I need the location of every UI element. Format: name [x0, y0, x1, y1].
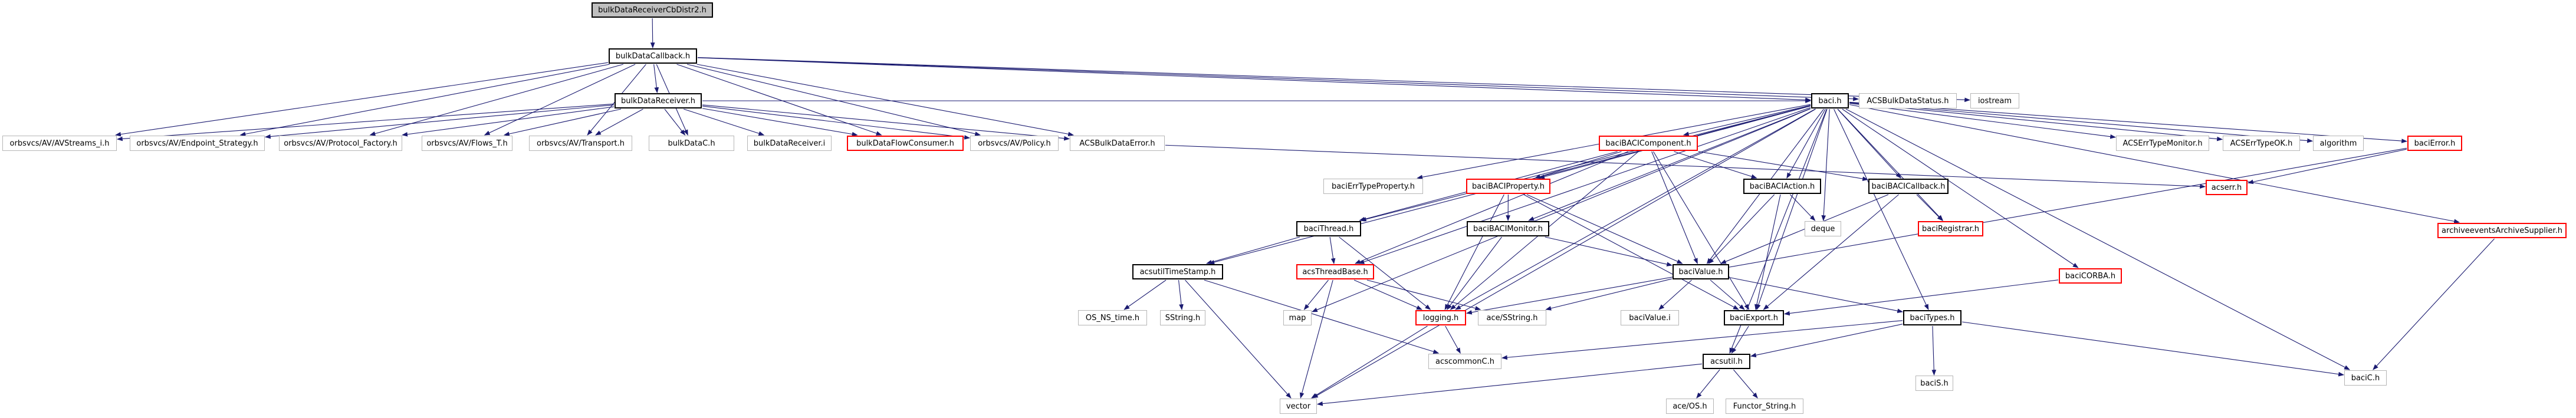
node-receiveri: bulkDataReceiver.i	[747, 136, 832, 151]
node-algorithm: algorithm	[2313, 136, 2364, 151]
node-receiver[interactable]: bulkDataReceiver.h	[615, 93, 702, 108]
edge-timestamp-to-acscommonc	[1204, 280, 1438, 353]
edge-callback-to-flows	[485, 64, 635, 135]
edge-receiver-to-flows	[504, 109, 621, 135]
edge-bacicomponent-to-baciexport	[1653, 152, 1749, 310]
edge-bacithread-to-threadbase	[1330, 237, 1334, 264]
edge-receiver-to-protocol	[402, 107, 614, 135]
edge-baci-to-bacithread	[1361, 106, 1811, 220]
edge-receiver-to-endpoint	[265, 105, 614, 137]
edge-bacitypes-to-bacis	[1933, 326, 1934, 375]
node-threadbase[interactable]: acsThreadBase.h	[1296, 264, 1374, 279]
edge-bacicomponent-to-baciaction	[1674, 152, 1757, 178]
node-baciproperty[interactable]: baciBACIProperty.h	[1466, 179, 1550, 194]
edge-callback-to-status	[698, 58, 1858, 99]
edge-baci-to-bacimonitor	[1529, 108, 1811, 220]
edge-baci-to-baciaction	[1787, 109, 1825, 178]
edge-baci-to-bacicallback	[1838, 109, 1901, 178]
node-osnstime: OS_NS_time.h	[1078, 310, 1147, 325]
node-vector: vector	[1280, 399, 1317, 414]
edge-receiver-to-bderror	[702, 105, 1069, 139]
edge-timestamp-to-sstring	[1179, 280, 1182, 310]
edge-timestamp-to-vector	[1185, 280, 1291, 398]
edge-baci-to-registrar	[1838, 109, 1943, 220]
node-bacithread[interactable]: baciThread.h	[1296, 221, 1361, 236]
node-acscommonc: acscommonC.h	[1428, 354, 1501, 369]
node-deque: deque	[1805, 221, 1841, 236]
node-errtypemonitor: ACSErrTypeMonitor.h	[2116, 136, 2209, 151]
edge-bacithread-to-timestamp	[1207, 237, 1300, 264]
edge-baci-to-deque	[1823, 109, 1829, 220]
node-logging[interactable]: logging.h	[1415, 310, 1466, 325]
node-iostream: iostream	[1970, 93, 2019, 108]
node-map: map	[1283, 310, 1312, 325]
node-transport: orbsvcs/AV/Transport.h	[529, 136, 632, 151]
node-bacivalue[interactable]: baciValue.h	[1673, 264, 1729, 279]
edge-baci-to-archive	[1849, 104, 2459, 222]
node-bacimonitor[interactable]: baciBACIMonitor.h	[1467, 221, 1549, 236]
edge-callback-to-avstreams	[116, 62, 608, 135]
edge-bacierror-to-acserr	[2248, 149, 2407, 183]
node-errtypeproperty: baciErrTypeProperty.h	[1323, 179, 1423, 194]
edge-acsutil-to-functor	[1733, 370, 1757, 398]
node-errtypeok: ACSErrTypeOK.h	[2223, 136, 2300, 151]
edge-baci-to-bacicomponent	[1684, 106, 1811, 135]
node-status: ACSBulkDataStatus.h	[1859, 93, 1957, 108]
node-bacicomponent[interactable]: baciBACIComponent.h	[1599, 136, 1698, 151]
node-corba[interactable]: baciCORBA.h	[2059, 268, 2122, 284]
edge-timestamp-to-osnstime	[1124, 280, 1166, 310]
node-acesstring: ace/SString.h	[1478, 310, 1546, 325]
node-aceos: ace/OS.h	[1666, 399, 1714, 414]
node-bacitypes[interactable]: baciTypes.h	[1903, 310, 1961, 325]
node-bderror: ACSBulkDataError.h	[1070, 136, 1165, 151]
node-policy: orbsvcs/AV/Policy.h	[970, 136, 1059, 151]
node-bacic: baciC.h	[2344, 370, 2387, 386]
edge-bacitypes-to-bacic	[1962, 322, 2344, 375]
edge-baci-to-map	[1312, 108, 1811, 311]
edge-baciaction-to-deque	[1790, 195, 1815, 220]
edge-callback-to-endpoint	[241, 64, 610, 135]
node-protocol: orbsvcs/AV/Protocol_Factory.h	[279, 136, 402, 151]
edge-callback-to-flowconsumer	[676, 64, 881, 135]
edge-archive-to-bacic	[2373, 239, 2495, 370]
node-registrar[interactable]: baciRegistrar.h	[1918, 221, 1983, 236]
edge-receiver-to-avstreams	[117, 104, 614, 139]
edge-corba-to-baciexport	[1785, 280, 2058, 314]
node-flows: orbsvcs/AV/Flows_T.h	[422, 136, 512, 151]
edge-receiver-to-policy	[702, 106, 970, 138]
edge-bderror-to-acserr	[1165, 145, 2205, 186]
edge-acsutil-to-vector	[1317, 364, 1702, 404]
edge-baci-to-baciexport	[1757, 109, 1827, 310]
edge-baciproperty-to-logging	[1445, 195, 1504, 310]
edge-bacicallback-to-baciexport	[1763, 195, 1898, 310]
edge-logging-to-acscommonc	[1445, 326, 1460, 353]
edge-bacitypes-to-acscommonc	[1502, 321, 1903, 358]
node-bulkdatac: bulkDataC.h	[649, 136, 734, 151]
edge-bacicomponent-to-baciproperty	[1535, 152, 1621, 178]
node-baciaction[interactable]: baciBACIAction.h	[1743, 179, 1821, 194]
node-flowconsumer[interactable]: bulkDataFlowConsumer.h	[847, 136, 964, 151]
node-bacicallback[interactable]: baciBACICallback.h	[1868, 179, 1949, 194]
node-endpoint: orbsvcs/AV/Endpoint_Strategy.h	[130, 136, 265, 151]
edge-distr2-to-callback	[652, 18, 653, 48]
edge-bacivalue-to-bacitypes	[1730, 278, 1903, 312]
edge-threadbase-to-acesstring	[1367, 280, 1480, 310]
edge-bacicomponent-to-bacivalue	[1652, 152, 1698, 264]
node-acserr[interactable]: acserr.h	[2206, 180, 2248, 195]
node-callback[interactable]: bulkDataCallback.h	[609, 48, 697, 64]
edge-logging-to-vector	[1312, 326, 1427, 398]
edge-bacitypes-to-acsutil	[1751, 324, 1903, 356]
edge-callback-to-iostream	[698, 58, 1970, 100]
edge-callback-to-receiver	[654, 64, 658, 93]
node-baciexport[interactable]: baciExport.h	[1724, 310, 1784, 325]
node-functor: Functor_String.h	[1726, 399, 1803, 414]
edge-threadbase-to-map	[1304, 280, 1328, 310]
node-timestamp[interactable]: acsutilTimeStamp.h	[1132, 264, 1223, 279]
edge-bacivalue-to-bacivaluei	[1659, 280, 1691, 310]
edge-bacicomponent-to-bacicallback	[1698, 152, 1868, 180]
node-baci[interactable]: baci.h	[1811, 93, 1849, 108]
edge-baciaction-to-bacivalue	[1708, 195, 1774, 264]
node-sstring: SString.h	[1160, 310, 1205, 325]
node-acsutil[interactable]: acsutil.h	[1703, 354, 1750, 369]
edge-threadbase-to-vector	[1300, 280, 1333, 398]
node-bacierror[interactable]: baciError.h	[2407, 136, 2462, 151]
edge-callback-to-baci	[698, 58, 1811, 100]
node-bacis: baciS.h	[1915, 376, 1953, 391]
edge-bacimonitor-to-bacivalue	[1545, 237, 1672, 265]
edge-bacivalue-to-baciexport	[1710, 280, 1744, 310]
edge-baciexport-to-acsutil	[1731, 326, 1749, 353]
node-distr2: bulkDataReceiverCbDistr2.h	[592, 2, 713, 18]
node-avstreams: orbsvcs/AV/AVStreams_i.h	[2, 136, 117, 151]
edge-callback-to-bderror	[696, 64, 1073, 135]
edge-acsutil-to-aceos	[1697, 370, 1720, 398]
node-bacivaluei: baciValue.i	[1621, 310, 1679, 325]
edge-callback-to-protocol	[370, 64, 623, 135]
edge-bacicallback-to-registrar	[1917, 195, 1943, 220]
edge-receiver-to-receiveri	[684, 109, 764, 135]
edge-bacivalue-to-acesstring	[1546, 279, 1672, 310]
node-archive[interactable]: archiveeventsArchiveSupplier.h	[2437, 223, 2567, 238]
edge-baciproperty-to-bacivalue	[1527, 195, 1682, 264]
